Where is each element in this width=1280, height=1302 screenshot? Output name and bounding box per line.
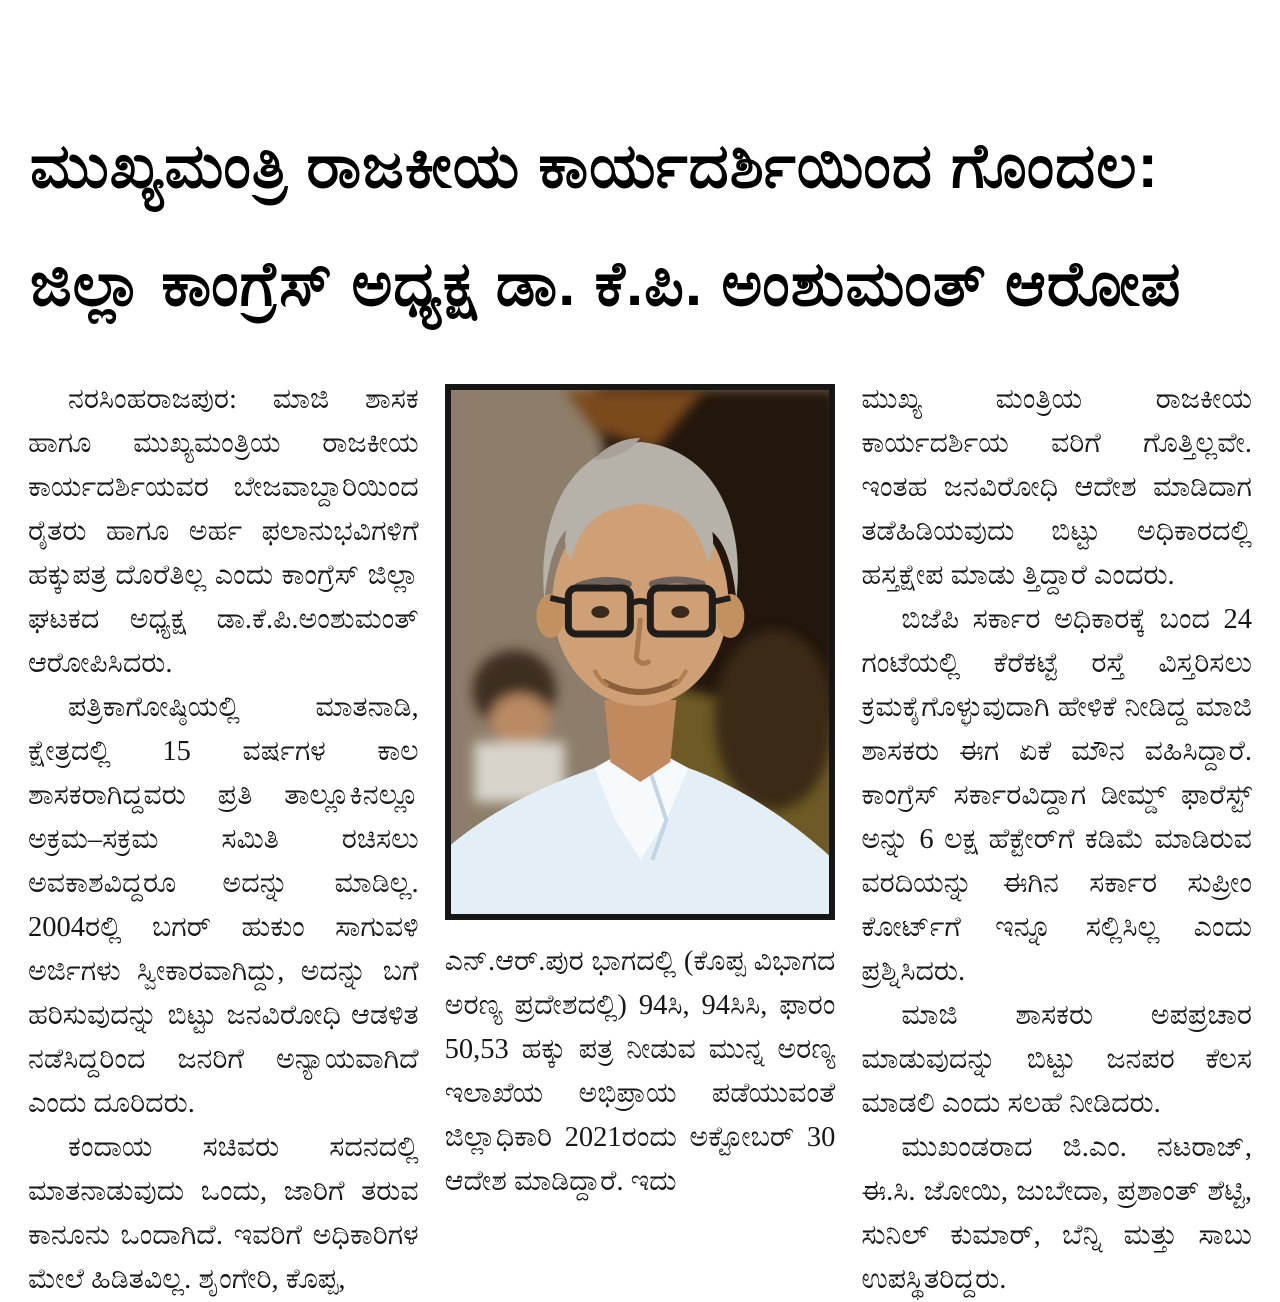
left-paragraph-1: ನರಸಿಂಹರಾಜಪುರ: ಮಾಜಿ ಶಾಸಕ ಹಾಗೂ ಮುಖ್ಯಮಂತ್ರಿಯ ರಾಜಕೀಯ ಕಾರ್ಯದರ್ಶಿಯವರ ಬೇಜವಾಬ್ದಾರಿಯಿಂದ ರೈತರು ಹಾಗೂ ಅರ್ಹ ಫಲಾನುಭವಿಗಳಿಗೆ ಹಕ್ಕುಪತ್ರ ದೊರೆತಿಲ್ಲ ಎಂದು ಕಾಂಗ್ರೆಸ್ ಜಿಲ್ಲಾ ಘಟಕದ ಅಧ್ಯಕ್ಷ ಡಾ.ಕೆ.ಪಿ.ಅಂಶುಮಂತ್ ಆರೋಪಿಸಿದರು.	[28, 384, 419, 679]
headline-line-1: ಮುಖ್ಯಮಂತ್ರಿ ರಾಜಕೀಯ ಕಾರ್ಯದರ್ಶಿಯಿಂದ ಗೊಂದಲ:	[30, 132, 1160, 201]
right-paragraph-4: ಮುಖಂಡರಾದ ಜಿ.ಎಂ. ನಟರಾಜ್, ಈ.ಸಿ. ಜೋಯಿ, ಜುಬೇದಾ, ಪ್ರಶಾಂತ್ ಶೆಟ್ಟಿ, ಸುನಿಲ್ ಕುಮಾರ್, ಬೆನ್ನಿ ಮತ್ತು ಸಾಬು ಉಪಸ್ಥಿತರಿದ್ದರು.	[861, 1132, 1252, 1295]
column-right	[861, 378, 1252, 1302]
headline-line-2: ಜಿಲ್ಲಾ ಕಾಂಗ್ರೆಸ್ ಅಧ್ಯಕ್ಷ ಡಾ. ಕೆ.ಪಿ. ಅಂಶುಮಂತ್ ಆರೋಪ	[30, 250, 1182, 319]
right-paragraph-3: ಮಾಜಿ ಶಾಸಕರು ಅಪಪ್ರಚಾರ ಮಾಡುವುದನ್ನು ಬಿಟ್ಟು ಜನಪರ ಕೆಲಸ ಮಾಡಲಿ ಎಂದು ಸಲಹೆ ನೀಡಿದರು.	[861, 1000, 1252, 1119]
left-paragraph-3: ಕಂದಾಯ ಸಚಿವರು ಸದನದಲ್ಲಿ ಮಾತನಾಡುವುದು ಒಂದು, ಜಾರಿಗೆ ತರುವ ಕಾನೂನು ಒಂದಾಗಿದೆ. ಇವರಿಗೆ ಅಧಿಕಾರಿಗಳ ಮೇಲೆ ಹಿಡಿತವಿಲ್ಲ. ಶೃಂಗೇರಿ, ಕೊಪ್ಪ,	[28, 1132, 419, 1295]
center-continuation-text: ಎನ್.ಆರ್.ಪುರ ಭಾಗದಲ್ಲಿ (ಕೊಪ್ಪ ವಿಭಾಗದ ಅರಣ್ಯ ಪ್ರದೇಶದಲ್ಲಿ) 94ಸಿ, 94ಸಿಸಿ, ಫಾರಂ 50,53 ಹಕ್ಕು ಪತ್ರ ನೀಡುವ ಮುನ್ನ ಅರಣ್ಯ ಇಲಾಖೆಯ ಅಭಿಪ್ರಾಯ ಪಡೆಯುವಂತೆ ಜಿಲ್ಲಾಧಿಕಾರಿ 2021ರಂದು ಅಕ್ಟೋಬರ್ 30 ಆದೇಶ ಮಾಡಿದ್ದಾರೆ. ಇದು	[444, 946, 836, 1197]
right-paragraph-1: ಮುಖ್ಯ ಮಂತ್ರಿಯ ರಾಜಕೀಯ ಕಾರ್ಯದರ್ಶಿಯ ವರಿಗೆ ಗೊತ್ತಿಲ್ಲವೇ. ಇಂತಹ ಜನವಿರೋಧಿ ಆದೇಶ ಮಾಡಿದಾಗ ತಡೆಹಿಡಿಯವುದು ಬಿಟ್ಟು ಅಧಿಕಾರದಲ್ಲಿ ಹಸ್ತಕ್ಷೇಪ ಮಾಡು ತ್ತಿದ್ದಾರೆ ಎಂದರು.	[861, 384, 1252, 591]
article-columns	[28, 378, 1252, 1302]
right-paragraph-2: ಬಿಜೆಪಿ ಸರ್ಕಾರ ಅಧಿಕಾರಕ್ಕೆ ಬಂದ 24 ಗಂಟೆಯಲ್ಲಿ ಕೆರೆಕಟ್ಟೆ ರಸ್ತೆ ವಿಸ್ತರಿಸಲು ಕ್ರಮಕೈಗೊಳ್ಳುವುದಾಗಿ ಹೇಳಿಕೆ ನೀಡಿದ್ದ ಮಾಜಿ ಶಾಸಕರು ಈಗ ಏಕೆ ಮೌನ ವಹಿಸಿದ್ದಾರೆ. ಕಾಂಗ್ರೆಸ್ ಸರ್ಕಾರವಿದ್ದಾಗ ಡೀಮ್ಡ್ ಫಾರೆಸ್ಟ್ ಅನ್ನು 6 ಲಕ್ಷ ಹೆಕ್ಟೇರ್‌ಗೆ ಕಡಿಮೆ ಮಾಡಿರುವ ವರದಿಯನ್ನು ಈಗಿನ ಸರ್ಕಾರ ಸುಪ್ರೀಂ ಕೋರ್ಟ್‌ಗೆ ಇನ್ನೂ ಸಲ್ಲಿಸಿಲ್ಲ ಎಂದು ಪ್ರಶ್ನಿಸಿದರು.	[861, 604, 1252, 987]
portrait-photo-illustration	[451, 390, 830, 914]
column-center	[445, 378, 836, 1302]
column-left	[28, 378, 419, 1302]
portrait-photo	[445, 384, 836, 920]
left-paragraph-2: ಪತ್ರಿಕಾಗೋಷ್ಠಿಯಲ್ಲಿ ಮಾತನಾಡಿ, ಕ್ಷೇತ್ರದಲ್ಲಿ 15 ವರ್ಷಗಳ ಕಾಲ ಶಾಸಕರಾಗಿದ್ದವರು ಪ್ರತಿ ತಾಲ್ಲೂಕಿನಲ್ಲೂ ಅಕ್ರಮ–ಸಕ್ರಮ ಸಮಿತಿ ರಚಿಸಲು ಅವಕಾಶವಿದ್ದರೂ ಅದನ್ನು ಮಾಡಿಲ್ಲ. 2004ರಲ್ಲಿ ಬಗರ್ ಹುಕುಂ ಸಾಗುವಳಿ ಅರ್ಜಿಗಳು ಸ್ವೀಕಾರವಾಗಿದ್ದು, ಅದನ್ನು ಬಗೆ ಹರಿಸುವುದನ್ನು ಬಿಟ್ಟು ಜನವಿರೋಧಿ ಆಡಳಿತ ನಡೆಸಿದ್ದರಿಂದ ಜನರಿಗೆ ಅನ್ಯಾಯವಾಗಿದೆ ಎಂದು ದೂರಿದರು.	[28, 692, 419, 1119]
headline	[30, 108, 1250, 344]
